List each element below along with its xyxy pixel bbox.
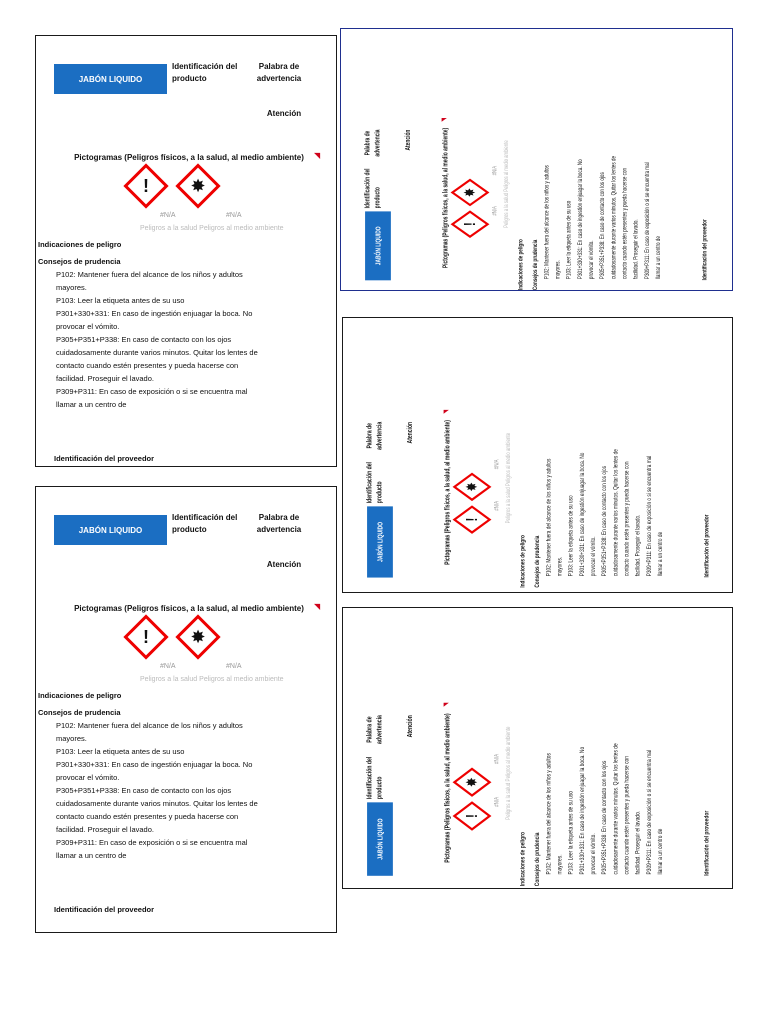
signal-header: Palabra de advertencia [365, 421, 384, 450]
ghost-hazard-text: Peligros a la salud Peligros al medio ambiente [140, 676, 284, 683]
p309-statement: P309+P311: En caso de exposición o si se encuentra mal llamar a un centro de [56, 838, 248, 860]
hazard-indications: Indicaciones de peligro [38, 691, 122, 700]
p305-statement: P305+P351+P338: En caso de contacto con los ojos cuidadosamente durante varios minutos. Quitar los lentes de contacto cuando estén presentes y pueda hacerse con facilidad. Proseguir el lavado. [598, 156, 640, 280]
health-hazard-icon: ✸ [451, 179, 490, 207]
comment-marker-icon: ◥ [441, 409, 450, 414]
p309-statement: P309+P311: En caso de exposición o si se encuentra mal llamar a un centro de [644, 455, 664, 577]
label-body [38, 689, 268, 862]
p102-statement: P102: Mantener fuera del alcance de los niños y adultos mayores. [542, 165, 562, 280]
p305-statement: P305+P351+P338: En caso de contacto con los ojos cuidadosamente durante varios minutos. Quitar los lentes de contacto cuando estén presentes y pueda hacerse con facilidad. Proseguir el lavado. [56, 786, 258, 834]
p102-statement: P102: Mantener fuera del alcance de los niños y adultos mayores. [544, 458, 564, 577]
p301-statement: P301+330+331: En caso de ingestión enjuagar la boca. No provocar el vómito. [577, 452, 597, 577]
p309-statement: P309+P311: En caso de exposición o si se encuentra mal llamar a un centro de [644, 750, 664, 875]
ghost-hazard-text: Peligros a la salud Peligros al medio ambiente [505, 726, 512, 820]
exclamation-mark-icon: ! [123, 163, 168, 208]
label-body [515, 150, 664, 290]
provider-identification: Identificación del proveedor [54, 454, 155, 463]
provider-identification: Identificación del proveedor [702, 514, 711, 578]
exclamation-mark-icon: ! [453, 505, 492, 534]
pictograms-header: Pictogramas (Peligros físicos, a la salud, al medio ambiente) [74, 153, 304, 162]
health-hazard-icon: ✸ [175, 163, 220, 208]
pictograms-header: Pictogramas (Peligros físicos, a la salud, al medio ambiente) [441, 127, 450, 269]
na-value-2: #N/A [494, 753, 501, 764]
na-value-1: #N/A [494, 500, 501, 511]
product-name-box: JABÓN LIQUIDO [54, 515, 167, 545]
p102-statement: P102: Mantener fuera del alcance de los niños y adultos mayores. [56, 270, 243, 292]
comment-marker-icon: ◥ [439, 117, 448, 122]
identification-header: Identificación del producto [172, 62, 238, 83]
prudence-title: Consejos de prudencia [38, 708, 121, 717]
prudence-title: Consejos de prudencia [38, 257, 121, 266]
na-value-2: #N/A [494, 459, 501, 470]
signal-header: Palabra de advertencia [363, 129, 382, 157]
na-value-2: #N/A [226, 212, 242, 219]
na-value-1: #N/A [494, 796, 501, 807]
p301-statement: P301+330+331: En caso de ingestión enjuagar la boca. No provocar el vómito. [577, 746, 597, 875]
label-body [38, 238, 268, 411]
provider-identification: Identificación del proveedor [702, 810, 711, 876]
pictograms-header: Pictogramas (Peligros físicos, a la salud, al medio ambiente) [443, 420, 452, 565]
signal-word: Atención [403, 129, 412, 151]
health-hazard-icon: ✸ [453, 473, 492, 502]
product-name-box: JABÓN LIQUIDO [367, 802, 393, 875]
p103-statement: P103: Leer la etiqueta antes de su uso [56, 747, 185, 756]
signal-word: Atención [266, 109, 302, 118]
signal-header: Palabra de advertencia [256, 513, 302, 534]
label-card-2 [35, 486, 337, 933]
p103-statement: P103: Leer la etiqueta antes de su uso [566, 791, 575, 875]
hazard-indications: Indicaciones de peligro [518, 832, 527, 887]
p103-statement: P103: Leer la etiqueta antes de su uso [56, 296, 185, 305]
prudence-title: Consejos de prudencia [533, 535, 541, 588]
signal-header: Palabra de advertencia [256, 62, 302, 83]
p102-statement: P102: Mantener fuera del alcance de los niños y adultos mayores. [56, 721, 243, 743]
provider-identification: Identificación del proveedor [54, 905, 155, 914]
p301-statement: P301+330+331: En caso de ingestión enjuagar la boca. No provocar el vómito. [56, 760, 253, 782]
na-value-1: #N/A [160, 663, 176, 670]
pictograms-header: Pictogramas (Peligros físicos, a la salud, al medio ambiente) [74, 604, 304, 613]
hazard-indications: Indicaciones de peligro [516, 239, 525, 291]
signal-header: Palabra de advertencia [365, 715, 384, 745]
comment-marker-icon: ◥ [441, 702, 450, 707]
na-value-2: #N/A [226, 663, 242, 670]
p309-statement: P309+P311: En caso de exposición o si se encuentra mal llamar a un centro de [56, 387, 248, 409]
hazard-indications: Indicaciones de peligro [518, 535, 527, 588]
p305-statement: P305+P351+P338: En caso de contacto con los ojos cuidadosamente durante varios minutos. Quitar los lentes de contacto cuando estén presentes y pueda hacerse con facilidad. Proseguir el lavado. [56, 335, 258, 383]
label-body [517, 737, 666, 886]
prudence-title: Consejos de prudencia [533, 832, 541, 887]
ghost-hazard-text: Peligros a la salud Peligros al medio ambiente [140, 225, 284, 232]
prudence-title: Consejos de prudencia [531, 239, 539, 291]
p103-statement: P103: Leer la etiqueta antes de su uso [564, 200, 573, 280]
na-value-1: #N/A [492, 206, 499, 216]
label-card-3-rotated [340, 28, 733, 291]
p301-statement: P301+330+331: En caso de ingestión enjuagar la boca. No provocar el vómito. [575, 159, 595, 280]
product-name-box: JABÓN LIQUIDO [365, 211, 391, 280]
identification-header: Identificación del producto [365, 756, 384, 800]
pictograms-header: Pictogramas (Peligros físicos, a la salud, al medio ambiente) [443, 713, 452, 863]
signal-word: Atención [266, 560, 302, 569]
identification-header: Identificación del producto [172, 513, 238, 534]
signal-word: Atención [405, 715, 414, 738]
p102-statement: P102: Mantener fuera del alcance de los niños y adultos mayores. [544, 753, 564, 875]
exclamation-mark-icon: ! [123, 614, 168, 659]
identification-header: Identificación del producto [363, 168, 382, 209]
p103-statement: P103: Leer la etiqueta antes de su uso [566, 495, 575, 577]
p305-statement: P305+P351+P338: En caso de contacto con los ojos cuidadosamente durante varios minutos. Quitar los lentes de contacto cuando estén presentes y pueda hacerse con facilidad. Proseguir el lavado. [600, 449, 642, 577]
hazard-indications: Indicaciones de peligro [38, 240, 122, 249]
exclamation-mark-icon: ! [453, 801, 492, 830]
ghost-hazard-text: Peligros a la salud Peligros al medio ambiente [505, 432, 512, 524]
signal-word: Atención [405, 421, 414, 444]
ghost-hazard-text: Peligros a la salud Peligros al medio ambiente [503, 140, 510, 228]
p301-statement: P301+330+331: En caso de ingestión enjuagar la boca. No provocar el vómito. [56, 309, 253, 331]
label-card-5-rotated [342, 607, 733, 889]
p305-statement: P305+P351+P338: En caso de contacto con los ojos cuidadosamente durante varios minutos. Quitar los lentes de contacto cuando estén presentes y pueda hacerse con facilidad. Proseguir el lavado. [600, 743, 642, 875]
health-hazard-icon: ✸ [453, 767, 492, 796]
label-body [517, 443, 666, 588]
health-hazard-icon: ✸ [175, 614, 220, 659]
identification-header: Identificación del producto [365, 462, 384, 504]
na-value-1: #N/A [160, 212, 176, 219]
comment-marker-icon: ◥ [314, 151, 321, 160]
exclamation-mark-icon: ! [451, 210, 490, 238]
na-value-2: #N/A [492, 165, 499, 176]
comment-marker-icon: ◥ [314, 602, 321, 611]
label-card-1 [35, 35, 337, 467]
p309-statement: P309+P311: En caso de exposición o si se encuentra mal llamar a un centro de [642, 162, 662, 280]
provider-identification: Identificación del proveedor [700, 219, 709, 281]
product-name-box: JABÓN LIQUIDO [367, 506, 393, 577]
label-card-4-rotated [342, 317, 733, 593]
product-name-box: JABÓN LIQUIDO [54, 64, 167, 94]
